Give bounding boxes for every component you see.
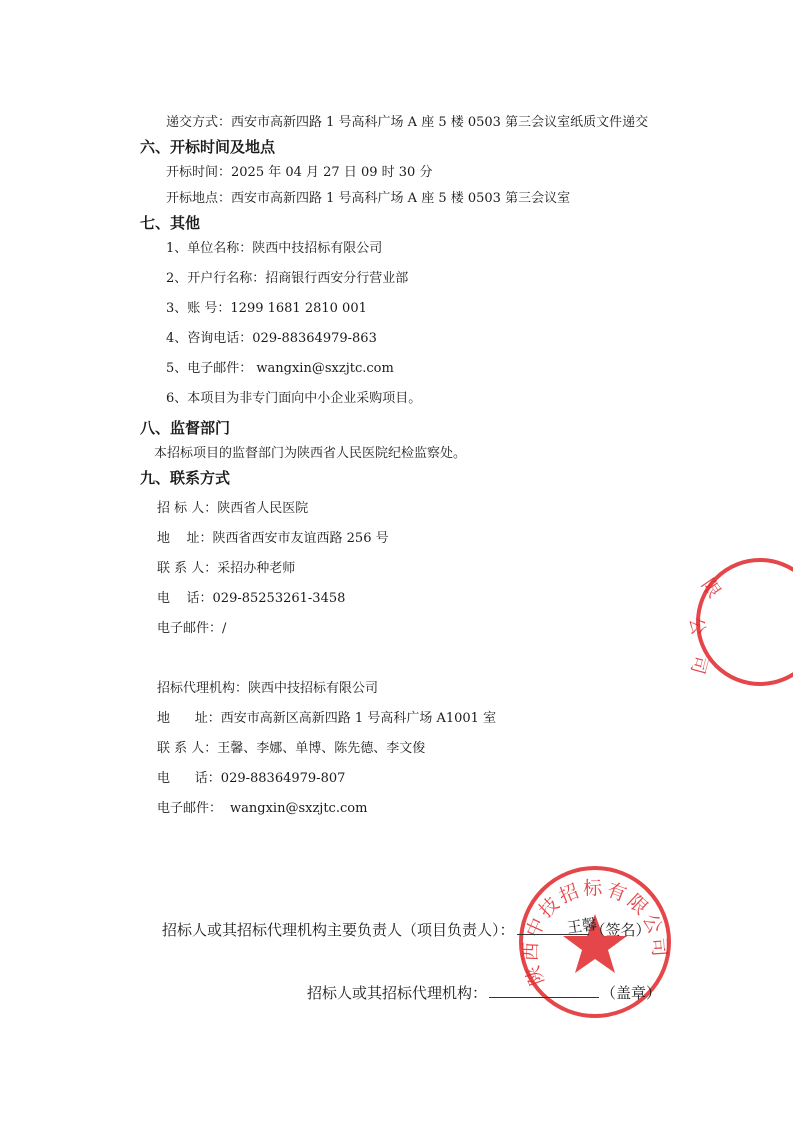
section-7-title: 七、其他 (140, 214, 201, 232)
handwritten-signature: 王馨 (565, 914, 599, 937)
delivery-method: 递交方式：西安市高新四路 1 号高科广场 A 座 5 楼 0503 第三会议室纸质文件递交 (166, 115, 649, 130)
tenderer-phone-row (157, 590, 345, 608)
section-9-title: 九、联系方式 (140, 469, 231, 487)
other-item-1: 1、单位名称：陕西中技招标有限公司 (166, 241, 383, 256)
seal-text: 陕西中技招标有限公司 (519, 877, 671, 989)
agency-email-row (157, 800, 367, 818)
agency-name: 陕西中技招标有限公司 (248, 681, 379, 696)
tenderer-name: 陕西省人民医院 (217, 501, 309, 516)
other-item-5: 5、电子邮件： wangxin@sxzjtc.com (166, 361, 394, 376)
tenderer-phone: 029-85253261-3458 (212, 591, 346, 606)
tenderer-email-label: 电子邮件： (157, 621, 223, 636)
tenderer-phone-label: 电 话： (157, 591, 213, 606)
agency-address-label: 地 址： (157, 711, 221, 726)
tenderer-contact-label: 联 系 人： (157, 561, 218, 576)
principal-suffix: （签名） (590, 921, 651, 939)
agency-email-label: 电子邮件： (157, 801, 223, 816)
agency-address: 西安市高新区高新四路 1 号高科广场 A1001 室 (220, 711, 497, 726)
agency-contact: 王馨、李娜、单博、陈先德、李文俊 (217, 741, 426, 756)
svg-text:公: 公 (684, 615, 709, 637)
tenderer-contact-row (157, 560, 295, 578)
tenderer-address-row (157, 530, 389, 548)
tenderer-address-label: 地 址： (157, 531, 213, 546)
agency-phone-label: 电 话： (157, 771, 221, 786)
tenderer-email-row (157, 620, 226, 638)
agency-email: wangxin@sxzjtc.com (230, 801, 368, 816)
agency-contact-label: 联 系 人： (157, 741, 218, 756)
tenderer-email: / (222, 621, 227, 636)
tenderer-name-label: 招 标 人： (157, 501, 218, 516)
org-suffix: （盖章） (601, 984, 662, 1002)
agency-address-row (157, 710, 496, 728)
other-item-3: 3、账 号：1299 1681 2810 001 (166, 301, 367, 316)
other-item-4: 4、咨询电话：029-88364979-863 (166, 331, 377, 346)
other-item-2: 2、开户行名称：招商银行西安分行营业部 (166, 271, 409, 286)
tenderer-name-row (157, 500, 308, 518)
section-8-title: 八、监督部门 (140, 419, 231, 437)
tenderer-address: 陕西省西安市友谊西路 256 号 (212, 531, 389, 546)
tenderer-contact: 采招办种老师 (217, 561, 296, 576)
svg-text:限: 限 (696, 575, 725, 602)
agency-name-label: 招标代理机构： (157, 681, 249, 696)
opening-place: 开标地点：西安市高新四路 1 号高科广场 A 座 5 楼 0503 第三会议室 (166, 191, 571, 206)
agency-contact-row (157, 740, 425, 758)
org-seal-row (307, 983, 661, 1003)
org-label: 招标人或其招标代理机构： (307, 984, 488, 1002)
opening-time: 开标时间：2025 年 04 月 27 日 09 时 30 分 (166, 165, 433, 180)
agency-phone: 029-88364979-807 (220, 771, 346, 786)
partial-stamp-icon (680, 550, 793, 695)
svg-text:司: 司 (686, 653, 712, 677)
other-item-6: 6、本项目为非专门面向中小企业采购项目。 (166, 391, 422, 406)
agency-name-row (157, 680, 378, 698)
supervision-text: 本招标项目的监督部门为陕西省人民医院纪检监察处。 (154, 446, 467, 461)
principal-label: 招标人或其招标代理机构主要负责人（项目负责人）： (162, 921, 515, 939)
agency-phone-row (157, 770, 345, 788)
section-6-title: 六、开标时间及地点 (140, 138, 276, 156)
org-seal-blank (489, 983, 599, 998)
